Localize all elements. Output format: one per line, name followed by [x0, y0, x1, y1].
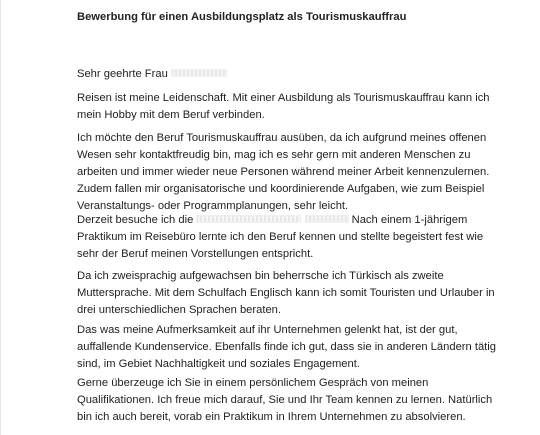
paragraph-3: [77, 212, 517, 263]
paragraph-line: bin ich auch bereit, vorab ein Praktikum in Ihrem Unternehmen zu absolvieren.: [77, 411, 466, 423]
redacted-name: [171, 69, 227, 77]
paragraph-line-prefix: Derzeit besuche ich die: [77, 214, 194, 226]
paragraph-line: drei unterschiedlichen Sprachen beraten.: [77, 304, 281, 316]
salutation-prefix: Sehr geehrte Frau: [77, 68, 168, 80]
letter-title: Bewerbung für einen Ausbildungsplatz als Tourismuskauffrau: [77, 11, 407, 23]
salutation-line: [77, 66, 517, 83]
paragraph-line: Wesen sehr kontaktfreudig bin, mag ich es sehr gern mit anderen Menschen zu: [77, 149, 471, 161]
paragraph-line: Muttersprache. Mit dem Schulfach Englisch kann ich somit Touristen und Urlauber in: [77, 287, 495, 299]
paragraph-line: [77, 212, 517, 229]
paragraph-line: Zudem fallen mir organisatorische und koordinierende Aufgaben, wie zum Beispiel: [77, 183, 485, 195]
paragraph-line: mein Hobby mit dem Beruf verbinden.: [77, 109, 265, 121]
paragraph-line: Das was meine Aufmerksamkeit auf ihr Unternehmen gelenkt hat, ist der gut,: [77, 324, 458, 336]
paragraph-line: arbeiten und immer wieder neue Personen während meiner Arbeit kennenzulernen.: [77, 166, 490, 178]
paragraph-line: auffallende Kundenservice. Ebenfalls finde ich gut, dass sie in anderen Ländern tätig: [77, 341, 496, 353]
paragraph-line: Praktikum im Reisebüro lernte ich den Beruf kennen und stellte begeistert fest wie: [77, 231, 484, 243]
redacted-city: [305, 215, 349, 223]
paragraph-line: sehr der Beruf meinen Vorstellungen entspricht.: [77, 248, 314, 260]
paragraph-line: Qualifikationen. Ich freue mich darauf, Sie und Ihr Team kennen zu lernen. Natürlich: [77, 394, 493, 406]
paragraph-4: [77, 268, 517, 319]
page-left-edge: [0, 0, 1, 435]
paragraph-2: [77, 130, 517, 215]
paragraph-5: [77, 322, 517, 373]
paragraph-line: Reisen ist meine Leidenschaft. Mit einer Ausbildung als Tourismuskauffrau kann ich: [77, 92, 490, 104]
paragraph-1: [77, 90, 517, 124]
paragraph-line: Veranstaltungs- oder Programmplanungen, sehr leicht.: [77, 200, 349, 212]
paragraph-line: Ich möchte den Beruf Tourismuskauffrau ausüben, da ich aufgrund meines offenen: [77, 132, 487, 144]
paragraph-line-suffix: Nach einem 1-jährigem: [351, 214, 468, 226]
paragraph-6: [77, 375, 517, 426]
paragraph-line: sind, im Gebiet Nachhaltigkeit und soziales Engagement.: [77, 358, 360, 370]
paragraph-line: Gerne überzeuge ich Sie in einem persönlichem Gespräch von meinen: [77, 377, 429, 389]
redacted-school: [196, 215, 301, 223]
paragraph-line: Da ich zweisprachig aufgewachsen bin beherrsche ich Türkisch als zweite: [77, 270, 444, 282]
